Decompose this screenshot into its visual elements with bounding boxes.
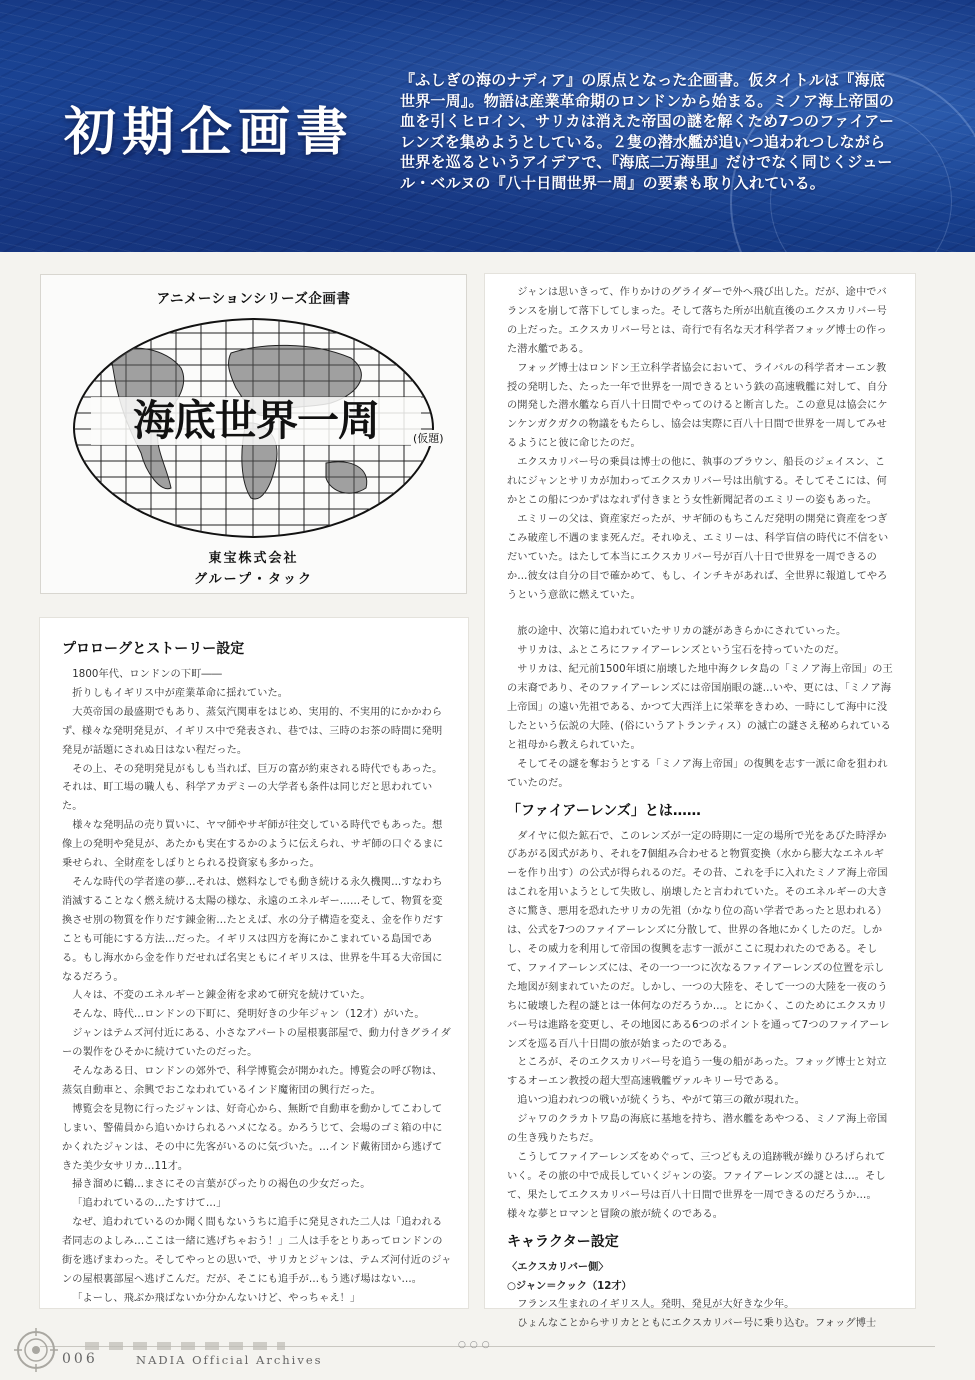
paragraph: フォッグ博士はロンドン王立科学者協会において、ライバルの科学者オーエン教授の発明した、たった一年で世界を一周できるという鉄の高速戦艦に対して、自分の開発した潜水艦なら百八十日間でやってのけると断言した。この意見は協会にケンケンガクガクの物議をもたらし、協会は実際に百八十日間で世界を一周してみせるようにと彼に命じたのだ。 (507, 362, 888, 450)
book-title: NADIA Official Archives (136, 1353, 323, 1367)
paragraph: サリカは、紀元前1500年頃に崩壊した地中海クレタ島の「ミノア海上帝国」の王の末裔であり、そのファイアーレンズには帝国崩眼の謎…いや、更には、「ミノア海上帝国」の遠い先祖である、かつて大西洋上に栄華をきわめ、一時にして海中に没したという伝説の大陸、(俗にいうアトランティス）の滅亡の謎さえ秘められていると祖母から教えられていた。 (507, 664, 893, 751)
paragraph: ところが、そのエクスカリバー号を追う一隻の船があった。フォッグ博士と対立するオーエン教授の超大型高速戦艦ヴァルキリー号である。 (507, 1057, 887, 1088)
paragraph: 旅の途中、次第に追われていたサリカの謎があきらかにされていった。 (517, 626, 847, 638)
story-panel (485, 274, 915, 1330)
paragraph: こうしてファイアーレンズをめぐって、三つどもえの追跡戦が繰りひろげられていく。その旅の中で成長していくジャンの姿。ファイアーレンズの謎とは…。そして、果たしてエクスカリバー号は百八十日間で世界を一周できるのだろうか…。様々な夢とロマンと冒険の旅が続くのである。 (507, 1151, 886, 1220)
paragraph: 「よーし、飛ぶか飛ばないか分かんないけど、やっちゃえ！」 (72, 1292, 361, 1304)
paragraph: ダイヤに似た鉱石で、このレンズが一定の時期に一定の場所で光をあびた時浮かびあがる図式があり、それを7個組み合わせると物質変換（水から膨大なエネルギーを作り出す）の公式が得られるのだ。その昔、これを手に入れたミノア海上帝国はこれを用いようとして失敗し、崩壊したと言われていた。そのエネルギーの大きさに驚き、悪用を恐れたサリカの先祖（かなり位の高い学者であったと思われる）は、公式を7つのファイアーレンズに分散して、世界の各地にかくしたのだ。しかし、その威力を利用して帝国の復興を志す一派がここに現われたのである。そして、ファイアーレンズには、その一つ一つに次なるファイアーレンズの位置を示した地図が刻まれていたのだ。しかし、一つの大陸を、そして一つの大陸を一夜のうちに破壊した程の謎とは一体何なのだろうか…。とにかく、このためにエクスカリバー号は進路を変更し、その地図にある6つのポイントを通って7つのファイアーレンズを巡る百八十日間の旅が始まったのである。 (507, 830, 890, 1050)
page-number: 006 (62, 1351, 98, 1367)
paragraph-gap (507, 605, 893, 623)
page-title: 初期企画書 (64, 102, 355, 163)
proposal-cover-image (40, 274, 467, 594)
paragraph: 人々は、不変のエネルギーと錬金術を求めて研究を続けていた。 (72, 990, 371, 1002)
proposal-tentative-label: (仮題) (413, 432, 444, 445)
paragraph: 折りしもイギリス中が産業革命に揺れていた。 (72, 687, 289, 699)
paragraph: その上、その発明発見がもしも当れば、巨万の富が約束される時代でもあった。それは、町工場の職人も、科学アカデミーの大学者も条件は同じだと思われていた。 (62, 763, 443, 813)
paragraph: そんなある日、ロンドンの郊外で、科学博覧会が開かれた。博覧会の呼び物は、蒸気自動車と、余興でおこなわれているインド魔術団の興行だった。 (62, 1066, 443, 1096)
paragraph: なぜ、追われているのか聞く間もないうちに追手に発見された二人は「追われる者同志のよしみ…ここは一緒に逃げちゃおう！」二人は手をとりあってロンドンの街を逃げまわった。そしてやっとの思いで、サリカとジャンは、テムズ河付近のジャンの屋根裏部屋へ逃げこんだ。だが、そこにも追手が…もう逃げ場はない…。 (62, 1217, 452, 1285)
paragraph: エミリーの父は、資産家だったが、サギ師のもちこんだ発明の開発に資産をつぎこみ破産し不遇のまま死んだ。それゆえ、エミリーは、科学盲信の時代に不信をいだいていた。はたして本当にエクスカリバー号が百八十日で世界を一周できるのか…彼女は自分の目で確かめて、もし、インチキがあれば、全世界に報道してやろうという意欲に燃えていた。 (507, 513, 889, 601)
prologue-panel (40, 618, 468, 1308)
paragraph: 様々な発明品の売り買いに、ヤマ師やサギ師が往交している時代でもあった。想像上の発明や発見が、あたかも実在するかのように伝えられ、サギ師の口ぐるまに乗せられ、全財産をしぼりとられる投資家も多かった。 (62, 820, 444, 870)
paragraph: ジャンはテムズ河付近にある、小さなアパートの屋根裏部屋で、動力付きグライダーの製作をひそかに続けていたのだった。 (62, 1028, 451, 1059)
story-text-column (507, 284, 893, 1334)
paragraph: 博覧会を見物に行ったジャンは、好奇心から、無断で自動車を動かしてこわしてしまい、警備員から追いかけられるハメになる。かろうじて、会場のゴミ箱の中にかくれたジャンは、その中に先客がいるのに気づいた。…インド戴術団から逃げてきた美少女サリカ…11才。 (62, 1103, 443, 1172)
character-name: ○ジャン＝クック（12才） (507, 1280, 632, 1292)
proposal-title: 海底世界一周 (91, 397, 421, 445)
paragraph: そんな、時代…ロンドンの下町に、発明好きの少年ジャン（12才）がいた。 (72, 1009, 425, 1021)
proposal-series-label: アニメーションシリーズ企画書 (156, 291, 351, 307)
page-footer (0, 1322, 975, 1380)
proposal-group: グループ・タック (194, 572, 313, 587)
paragraph: 追いつ追われつの戦いが続くうち、やがて第三の敵が現れた。 (517, 1095, 806, 1107)
paragraph: ひょんなことからサリカとともにエクスカリバー号に乗り込む。フォッグ博士 (517, 1318, 877, 1330)
footer-dash-marks (85, 1342, 285, 1350)
paragraph: そしてその謎を奪おうとする「ミノア海上帝国」の復興を志す一派に命を狙われていたのだ。 (507, 758, 888, 789)
compass-emblem-icon (14, 1328, 58, 1372)
paragraph: 掃き溜めに鶴…まさにその言葉がぴったりの褐色の少女だった。 (72, 1179, 371, 1191)
fire-lens-heading: 「ファイアーレンズ」とは…… (507, 802, 701, 819)
paragraph: サリカは、ふところにファイアーレンズという宝石を持っていたのだ。 (517, 645, 845, 657)
character-group-label: 〈エクスカリバー側〉 (507, 1261, 609, 1273)
prologue-heading: プロローグとストーリー設定 (62, 641, 245, 657)
paragraph: 「追われているの…たすけて…」 (72, 1198, 227, 1210)
intro-text: 『ふしぎの海のナディア』の原点となった企画書。仮タイトルは『海底世界一周』。物語は産業革命期のロンドンから始まる。ミノア海上帝国の血を引くヒロイン、サリカは消えた帝国の謎を解くため7つのファイアーレンズを集めようとしている。２隻の潜水艦が追いつ追われつしながら世界を巡るというアイデアで、『海底二万海里』だけでなく同じくジュール・ベルヌの『八十日間世界一周』の要素も取り入れている。 (400, 71, 895, 192)
footer-dots: ○○○ (458, 1340, 494, 1350)
paragraph: ジャンは思いきって、作りかけのグライダーで外へ飛び出した。だが、途中でバランスを崩して落下してしまった。そして落ちた所が出航直後のエクスカリバー号の上だった。エクスカリバー号とは、奇行で有名な天才科学者フォッグ博士の作った潜水艦である。 (507, 287, 887, 355)
character-heading: キャラクター設定 (507, 1233, 619, 1250)
proposal-company: 東宝株式会社 (208, 551, 299, 566)
paragraph: フランス生まれのイギリス人。発明、発見が大好きな少年。 (517, 1299, 795, 1311)
paragraph: 1800年代、ロンドンの下町―― (72, 669, 222, 680)
paragraph: エクスカリバー号の乗員は博士の他に、執事のブラウン、船長のジェイスン、これにジャンとサリカが加わってエクスカリバー号は出航する。そしてそこには、何かとこの船につかずはなれず付きまとう女性新聞記者のエミリーの姿もあった。 (507, 457, 887, 506)
paragraph: 大英帝国の最盛期でもあり、蒸気汽関車をはじめ、実用的、不実用的にかかわらず、様々な発明発見が、イギリス中で発表され、巷では、三時のお茶の時間に発明発見が話題にされぬ日はない程だった。 (62, 706, 443, 756)
prologue-text-column (62, 638, 452, 1309)
paragraph: ジャワのクラカトワ島の海底に基地を持ち、潜水艦をあやつる、ミノア海上帝国の生き残りたちだ。 (507, 1114, 888, 1145)
paragraph: そんな時代の学者達の夢…それは、燃料なしでも動き続ける永久機関…すなわち消滅することなく燃え続ける太陽の様な、永遠のエネルギー……そして、物質を変換させ別の物質を作りだす錬金術…たとえば、水の分子構造を変え、金を作りだすことも可能にする方法…だった。イギリスは四方を海にかこまれている島国である。もし海水から金を作りだせれば名実ともにイギリスは、世界を牛耳る大帝国になるだろう。 (62, 876, 444, 983)
header-banner (0, 0, 975, 252)
